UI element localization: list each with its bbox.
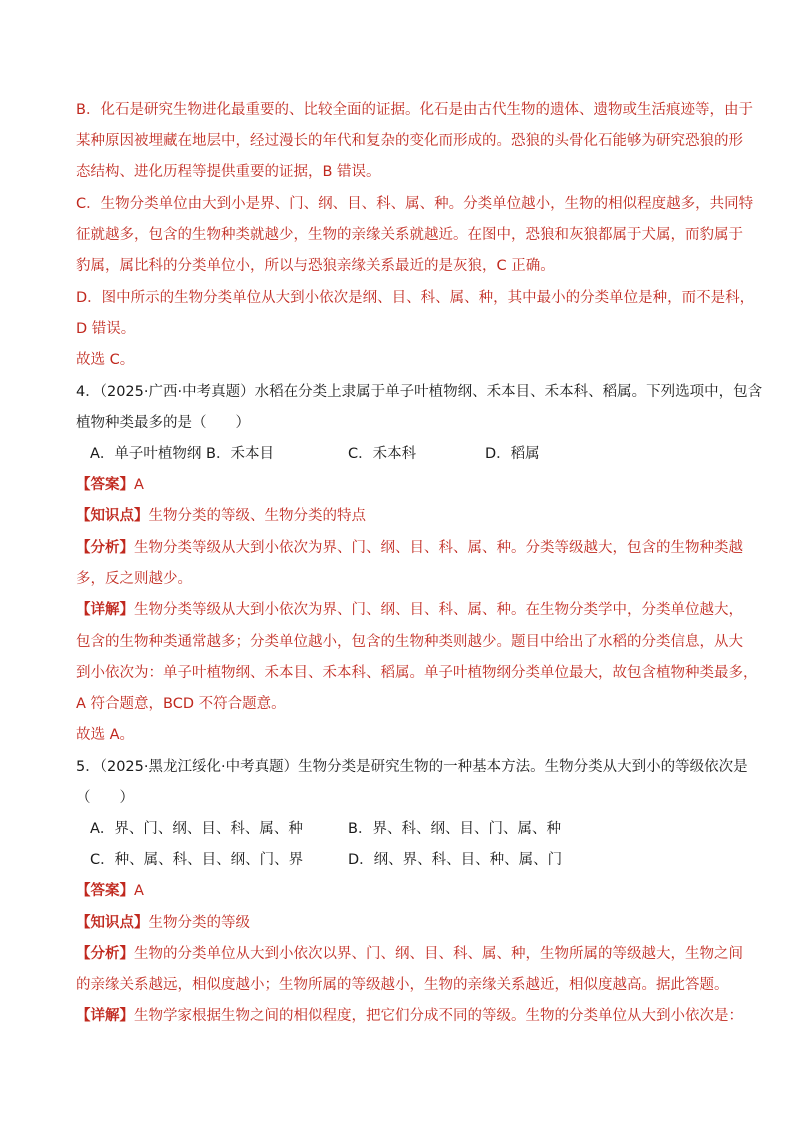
q4-knowledge-row	[76, 506, 366, 526]
q5-knowledge: 生物分类的等级	[148, 915, 250, 931]
q3-b-line-2: 某种原因被埋藏在地层中，经过漫长的年代和复杂的变化而形成的。恐狼的头骨化石能够为研究恐狼的形	[76, 133, 743, 149]
q4-stem-line-2: 植物种类最多的是（ ）	[76, 415, 250, 431]
q4-answer-row	[76, 475, 144, 495]
knowledge-tag: 【知识点】	[76, 508, 149, 524]
q5-option-b: B．界、科、纲、目、门、属、种	[348, 821, 561, 837]
q3-d-line-2: D 错误。	[76, 321, 136, 337]
analysis-tag: 【分析】	[76, 946, 134, 962]
answer-tag: 【答案】	[76, 883, 134, 899]
q4-option-c: C．禾本科	[348, 446, 417, 462]
q4-detail-line-3: 到小依次为：单子叶植物纲、禾本目、禾本科、稻属。单子叶植物纲分类单位最大，故包含植物种类最多，	[76, 665, 758, 681]
q5-analysis-line-2: 的亲缘关系越远，相似度越小；生物所属的等级越小，生物的亲缘关系越近，相似度越高。据此答题。	[76, 977, 729, 993]
q4-knowledge: 生物分类的等级、生物分类的特点	[148, 508, 366, 524]
q4-detail-row	[76, 600, 743, 620]
q4-analysis-line-2: 多，反之则越少。	[76, 571, 192, 587]
q3-d-line-1: D．图中所示的生物分类单位从大到小依次是纲、目、科、属、种，其中最小的分类单位是种，而不是科，	[76, 290, 755, 306]
q3-conclusion: 故选 C。	[76, 352, 135, 368]
answer-tag: 【答案】	[76, 477, 134, 493]
q5-answer: A	[134, 883, 144, 899]
q5-analysis-row	[76, 944, 743, 964]
q4-analysis-row	[76, 538, 743, 558]
q5-stem-line-1: 5．（2025·黑龙江绥化·中考真题）生物分类是研究生物的一种基本方法。生物分类从大到小的等级依次是	[76, 759, 748, 775]
q3-c-line-1: C．生物分类单位由大到小是界、门、纲、目、科、属、种。分类单位越小，生物的相似程度越多，共同特	[76, 196, 754, 212]
q4-detail-line-1: 生物分类等级从大到小依次为界、门、纲、目、科、属、种。在生物分类学中，分类单位越大，	[134, 602, 743, 618]
q4-option-d: D．稻属	[485, 446, 540, 462]
q5-answer-row	[76, 881, 144, 901]
q3-b-line-1: B．化石是研究生物进化最重要的、比较全面的证据。化石是由古代生物的遗体、遗物或生活痕迹等，由于	[76, 102, 753, 118]
q4-option-b: B．禾本目	[206, 446, 274, 462]
q4-analysis-line-1: 生物分类等级从大到小依次为界、门、纲、目、科、属、种。分类等级越大，包含的生物种类越	[134, 540, 743, 556]
q4-option-a: A．单子叶植物纲	[90, 446, 202, 462]
q5-option-c: C．种、属、科、目、纲、门、界	[90, 852, 304, 868]
q4-stem-line-1: 4．（2025·广西·中考真题）水稻在分类上隶属于单子叶植物纲、禾本目、禾本科、稻属。下列选项中，包含	[76, 384, 763, 400]
q5-detail-row	[76, 1006, 743, 1026]
q3-c-line-2: 征就越多，包含的生物种类就越少，生物的亲缘关系就越近。在图中，恐狼和灰狼都属于犬属，而豹属于	[76, 227, 743, 243]
knowledge-tag: 【知识点】	[76, 915, 149, 931]
analysis-tag: 【分析】	[76, 540, 134, 556]
q5-option-d: D．纲、界、科、目、种、属、门	[348, 852, 563, 868]
q4-detail-line-4: A 符合题意，BCD 不符合题意。	[76, 696, 286, 712]
detail-tag: 【详解】	[76, 1008, 134, 1024]
q5-analysis-line-1: 生物的分类单位从大到小依次以界、门、纲、目、科、属、种，生物所属的等级越大，生物之间	[134, 946, 743, 962]
q4-detail-line-2: 包含的生物种类通常越多；分类单位越小，包含的生物种类则越少。题目中给出了水稻的分类信息，从大	[76, 634, 743, 650]
detail-tag: 【详解】	[76, 602, 134, 618]
q3-c-line-3: 豹属，属比科的分类单位小，所以与恐狼亲缘关系最近的是灰狼，C 正确。	[76, 258, 555, 274]
q5-option-a: A．界、门、纲、目、科、属、种	[90, 821, 303, 837]
q5-stem-line-2: （ ）	[76, 790, 134, 806]
q4-conclusion: 故选 A。	[76, 727, 135, 743]
q4-answer: A	[134, 477, 144, 493]
q3-b-line-3: 态结构、进化历程等提供重要的证据，B 错误。	[76, 164, 381, 180]
q5-detail-line-1: 生物学家根据生物之间的相似程度，把它们分成不同的等级。生物的分类单位从大到小依次是：	[134, 1008, 743, 1024]
q5-knowledge-row	[76, 913, 250, 933]
